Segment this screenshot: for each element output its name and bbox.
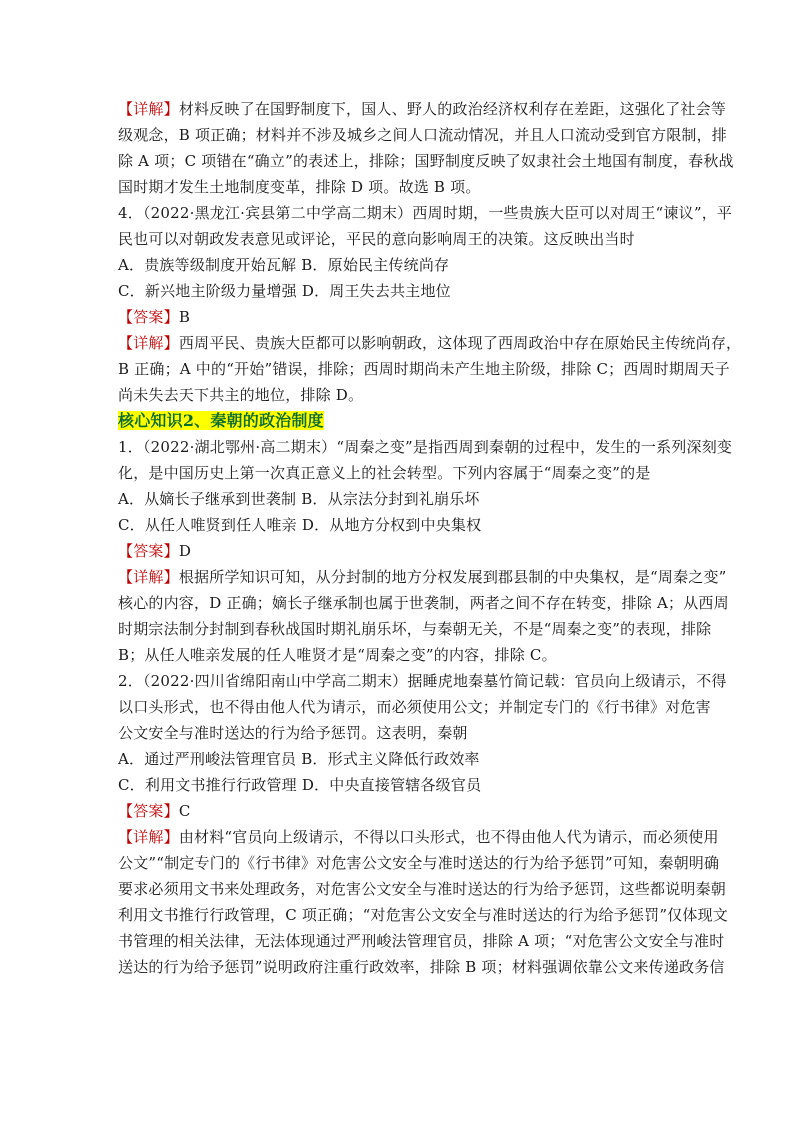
- detail-line: B；从任人唯亲发展的任人唯贤才是“周秦之变”的内容，排除 C。: [118, 646, 557, 664]
- detail-line: 核心的内容，D 正确；嫡长子继承制也属于世袭制，两者之间不存在转变，排除 A；从西周: [118, 594, 729, 612]
- detail-line: 除 A 项；C 项错在“确立”的表述上，排除；国野制度反映了奴隶社会土地国有制度，春秋战: [118, 152, 734, 170]
- question-options: C．利用文书推行行政管理 D．中央直接管辖各级官员: [118, 776, 482, 794]
- detail-line: 尚未失去天下共主的地位，排除 D。: [118, 386, 364, 404]
- detail-tag: 【详解】: [118, 334, 179, 352]
- answer-tag: 【答案】: [118, 542, 179, 560]
- answer-value: D: [178, 542, 192, 560]
- detail-line: 书管理的相关法律，无法体现通过严刑峻法管理官员，排除 A 项；“对危害公文安全与准时: [118, 932, 725, 950]
- question-stem: 公文安全与准时送达的行为给予惩罚。这表明，秦朝: [118, 724, 468, 742]
- detail-line: 时期宗法制分封制到春秋战国时期礼崩乐坏，与秦朝无关，不是“周秦之变”的表现，排除: [118, 620, 712, 638]
- section-heading: [118, 408, 680, 434]
- detail-tag: 【详解】: [118, 100, 179, 118]
- question-options: A．贵族等级制度开始瓦解 B．原始民主传统尚存: [118, 256, 450, 274]
- question-stem: 化，是中国历史上第一次真正意义上的社会转型。下列内容属于“周秦之变”的是: [118, 464, 651, 482]
- question-options: A．从嫡长子继承到世袭制 B．从宗法分封到礼崩乐坏: [118, 490, 480, 508]
- detail-line: 级观念，B 项正确；材料并不涉及城乡之间人口流动情况，并且人口流动受到官方限制，排: [118, 126, 727, 144]
- detail-line: 国时期才发生土地制度变革，排除 D 项。故选 B 项。: [118, 178, 481, 196]
- answer-value: C: [178, 802, 191, 820]
- detail-line: 要求必须用文书来处理政务，对危害公文安全与准时送达的行为给予惩罚，这些都说明秦朝: [118, 880, 727, 898]
- section-title: 2、秦朝的政治制度: [182, 411, 324, 430]
- answer-line: [118, 538, 680, 564]
- detail-line: 【详解】由材料“官员向上级请示，不得以口头形式，也不得由他人代为请示，而必须使用: [118, 828, 719, 846]
- detail-line: 【详解】根据所学知识可知，从分封制的地方分权发展到郡县制的中央集权，是“周秦之变”: [118, 568, 727, 586]
- detail-tag: 【详解】: [118, 568, 179, 586]
- question-options: C．新兴地主阶级力量增强 D．周王失去共主地位: [118, 282, 451, 300]
- question-stem: 以口头形式，也不得由他人代为请示，而必须使用公文；并制定专门的《行书律》对危害: [118, 698, 711, 716]
- answer-value: B: [178, 308, 191, 326]
- detail-line: 送达的行为给予惩罚”说明政府注重行政效率，排除 B 项；材料强调依靠公文来传递政务信: [118, 958, 725, 976]
- question-stem: 1．（2022·湖北鄂州·高二期末）“周秦之变”是指西周到秦朝的过程中，发生的一系列深刻变: [118, 438, 733, 456]
- detail-line: B 正确；A 中的“开始”错误，排除；西周时期尚未产生地主阶级，排除 C；西周时期周天子: [118, 360, 730, 378]
- answer-line: [118, 798, 680, 824]
- question-stem: 2．（2022·四川省绵阳南山中学高二期末）据睡虎地秦墓竹简记载：官员向上级请示，不得: [118, 672, 727, 690]
- answer-line: [118, 304, 680, 330]
- document-body: [118, 96, 742, 980]
- question-stem: 民也可以对朝政发表意见或评论，平民的意向影响周王的决策。这反映出当时: [118, 230, 635, 248]
- detail-tag: 【详解】: [118, 828, 179, 846]
- detail-line: 公文”“制定专门的《行书律》对危害公文安全与准时送达的行为给予惩罚”可知，秦朝明确: [118, 854, 720, 872]
- detail-line: 【详解】西周平民、贵族大臣都可以影响朝政，这体现了西周政治中存在原始民主传统尚存，: [118, 334, 742, 352]
- detail-line: 【详解】材料反映了在国野制度下，国人、野人的政治经济权利存在差距，这强化了社会等: [118, 100, 727, 118]
- question-stem: 4．（2022·黑龙江·宾县第二中学高二期末）西周时期，一些贵族大臣可以对周王“谏议”，平: [118, 204, 733, 222]
- answer-tag: 【答案】: [118, 308, 179, 326]
- question-options: C．从任人唯贤到任人唯亲 D．从地方分权到中央集权: [118, 516, 482, 534]
- detail-line: 利用文书推行行政管理，C 项正确；“对危害公文安全与准时送达的行为给予惩罚”仅体现文: [118, 906, 728, 924]
- section-label: 核心知识: [118, 411, 183, 430]
- answer-tag: 【答案】: [118, 802, 179, 820]
- question-options: A．通过严刑峻法管理官员 B．形式主义降低行政效率: [118, 750, 480, 768]
